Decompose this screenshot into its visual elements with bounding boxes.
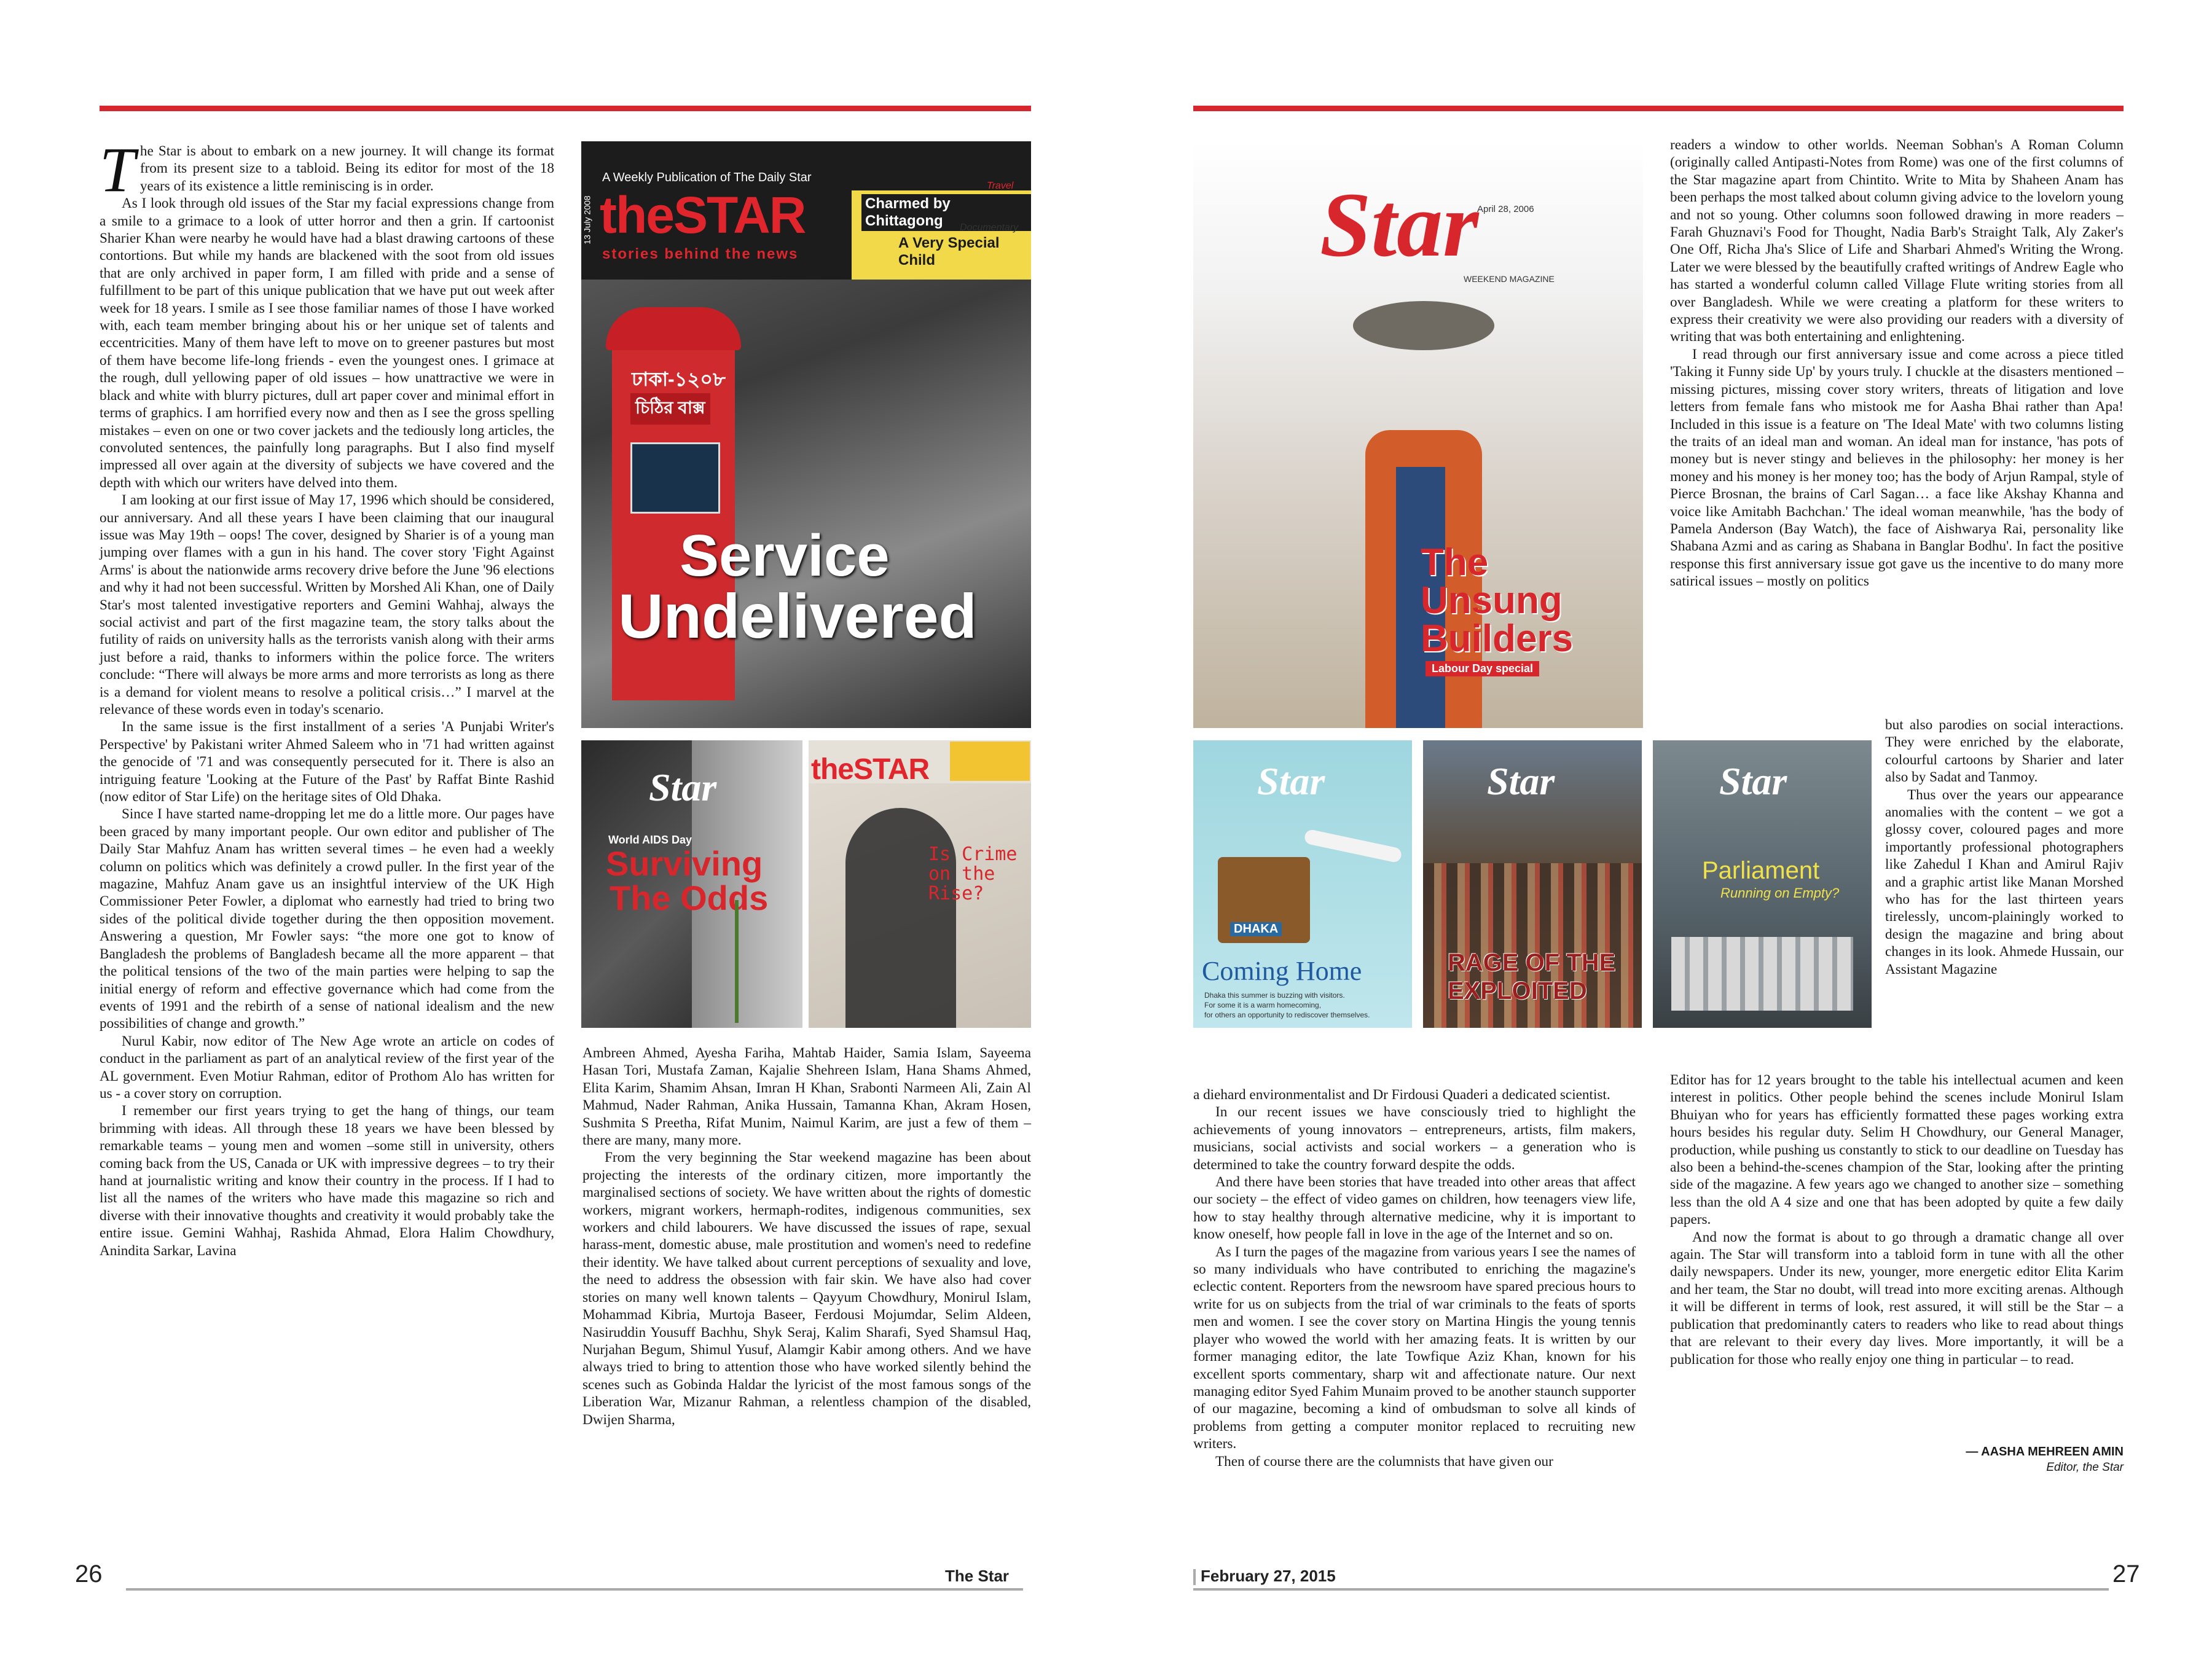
issue-date: February 27, 2015	[1201, 1567, 1336, 1585]
cover-masthead: theSTAR	[811, 753, 930, 786]
top-rule-right	[1193, 106, 2124, 111]
cover-sub: WEEKEND MAGAZINE	[1464, 274, 1555, 284]
post-box-label-2: চিঠির বাক্স	[630, 393, 710, 425]
page-number-right: 27	[2112, 1560, 2140, 1588]
paragraph: Thus over the years our appearance anomalies with the content – we got a glossy cover, coloured pages and more importantly professional photographers like Zahedul I Khan and Amirul Rajiv and a graphic artist like Manan Morshed who has for the last thirteen years tirelessly, uncom-plainingly worked to design the magazine and bring about changes in its look. Ahmede Hussain, our Assistant Magazine	[1885, 786, 2124, 977]
gun-shadow-illustration	[845, 808, 956, 1028]
paragraph: a diehard environmentalist and Dr Firdousi Quaderi a dedicated scientist.	[1193, 1087, 1610, 1103]
author-title: Editor, the Star	[2046, 1461, 2124, 1474]
paragraph: And now the format is about to go through a dramatic change all over again. The Star will transform into a tabloid form in tune with all the other daily newspapers. Under its new, younger, more energetic editor Elita Karim and her team, the Star no doubt, will tread into more exciting arenas. Although it will be different in terms of look, rest assured, it will still be the Star – a publication that predominantly caters to readers who like to read about things that are relevant to their every day lives. More importantly, it will be a publication for those who really enjoy one thing in particular – to read.	[1670, 1229, 2124, 1368]
paragraph: As I look through old issues of the Star my facial expressions change from a smile to a grimace to a look of utter horror and then a grin. If cartoonist Sharier Khan were nearby he would have had a blast drawing cartoons of these contortions. But while my hands are blackened with the soot from old issues that are only archived in paper form, I am filled with pride and a sense of fulfillment to be part of this unique publication that we have put out week after week for 18 years. I smile as I see those familiar names of those I have worked with, each team member bringing about his or her unique set of talents and eccentricities. Many of them have left to move on to greener pastures but most of them have become life-long friends - even the youngest ones. I grimace at the rough, dull yellowing paper of old issues – how unattractive we were in black and white with blurry pictures, dull art paper cover and minimal effort in terms of graphics. I am horrified every now and then as I see the gross spelling mistakes – even on one or two cover jackets and the tediously long articles, the convoluted sentences, the painfully long paragraphs. But I also find myself impressed all over again at the diversity of subjects we have covered and the depth with which our writers have delved into them.	[100, 195, 554, 491]
paragraph: In our recent issues we have consciously tried to highlight the achievements of young innovators – entrepreneurs, artists, film makers, musicians, social activists and social workers – a generation who is determined to take the country forward despite the odds.	[1193, 1104, 1636, 1173]
cover-parliament	[1653, 740, 1872, 1028]
cover-tagline: stories behind the news	[602, 246, 799, 262]
cover-deck: Running on Empty?	[1720, 885, 1840, 901]
paragraph: And there have been stories that have treaded into other areas that affect our society – the effect of video games on children, how teenagers view life, how to stay healthy through alternative medicine, why it is important to know oneself, how people fall in love in the age of the Internet and so on.	[1193, 1174, 1636, 1243]
paragraph: but also parodies on social interactions. They were enriched by the elaborate, colourful cartoons by Sharier and later also by Sadat and Tanmoy.	[1885, 717, 2124, 786]
cover-headline-2: Undelivered	[618, 581, 977, 651]
right-column-1	[1193, 1086, 1636, 1470]
cover-is-crime-on-the-rise	[809, 740, 1031, 1028]
cover-masthead: theSTAR	[600, 186, 806, 244]
footer-rule-left	[126, 1588, 1023, 1591]
footer-rule-right	[1193, 1588, 2109, 1591]
cover-side-kicker-1: Travel	[987, 181, 1014, 191]
paragraph: I remember our first years trying to get the hang of things, our team brimming with ideas. All through these 18 years we have been blessed by remarkable teams – young men and women –some still in university, others coming back from the US, Canada or UK with impressive degrees – to try their hand at journalistic writing and know their country in the process. If I had to list all the names of the writers who have made this magazine so rich and diverse with their innovative thoughts and creativity it would probably take the entire issue. Gemini Wahhaj, Rashida Ahmad, Elora Halim Chowdhury, Anindita Sarkar, Lavina	[100, 1103, 554, 1259]
luggage-tag: DHAKA	[1230, 922, 1282, 936]
cover-headline: Is Crime on the Rise?	[928, 844, 1018, 904]
right-column-2-narrow	[1885, 716, 2124, 978]
cover-headline-2: The Odds	[610, 879, 769, 917]
cover-masthead: Star	[1487, 759, 1555, 803]
paragraph: I am looking at our first issue of May 17, 1996 which should be considered, our anniversary. And all these years I have been claiming that our inaugural issue was May 19th – oops! The cover, designed by Sharier is of a young man jumping over flames with a gun in his hand. The cover story 'Fight Against Arms' is about the nationwide arms recovery drive before the June '96 elections and why it had not been successful. Written by Morshed Ali Khan, one of Daily Star's most talented investigative reporters and Gemini Wahhaj, always the social activist and part of the first magazine team, the story talks about the futility of raids on university halls as the terrorists vanish along with their arms just before a raid, thanks to informers within the police force. The writers conclude: “There will always be more arms and more terrorists as long as there is a demand for violent means to resolve a political crisis…” I marvel at the relevance of these words even in today's scenario.	[100, 492, 554, 718]
left-column-1	[100, 135, 554, 1259]
airplane-illustration	[1303, 829, 1402, 864]
cover-headline-1: RAGE OF THE	[1448, 949, 1616, 976]
left-column-2	[582, 1044, 1031, 1428]
author-signature: — AASHA MEHREEN AMIN	[1966, 1445, 2124, 1459]
cover-side-1: Charmed by Chittagong	[861, 194, 1031, 231]
top-rule-left	[100, 106, 1031, 111]
cover-kicker: World AIDS Day	[608, 834, 692, 846]
cover-rage-of-the-exploited	[1423, 740, 1642, 1028]
cover-deck-3: for others an opportunity to rediscover themselves.	[1204, 1011, 1370, 1019]
cover-headline: Parliament	[1702, 857, 1820, 884]
paragraph: Editor has for 12 years brought to the table his intellectual acumen and keen interest in politics. Other people behind the scenes include Monirul Islam Bhuiyan who for years has efficiently formatted these pages working extra hours besides his regular duty. Selim H Chowdhury, our General Manager, production, while pushing us constantly to stick to our deadline on Tuesday has also been a behind-the-scenes champion of the Star, looking after the printing side of the magazine. A few years ago we changed to another size – something less than the old A 4 size and one that has been adopted by quite a few daily papers.	[1670, 1072, 2124, 1228]
cover-unsung-builders	[1193, 141, 1643, 728]
paragraph: Ambreen Ahmed, Ayesha Fariha, Mahtab Haider, Samia Islam, Sayeema Hasan Tori, Mustafa Zaman, Kajalie Shehreen Islam, Hana Shams Ahmed, Elita Karim, Shamim Ahsan, Imran H Khan, Srabonti Narmeen Ali, Zain Al Mahmud, Nader Rahman, Anika Hussain, Tamanna Khan, Akram Hosen, Sushmita S Preetha, Rifat Munim, Naimul Karim, are just a few of them – there are many, many more.	[582, 1045, 1031, 1149]
cover-deck-2: For some it is a warm homecoming,	[1204, 1001, 1322, 1009]
cover-headline-2: Unsung	[1421, 579, 1563, 622]
paragraph: readers a window to other worlds. Neeman Sobhan's A Roman Column (originally called Antipasti-Notes from Rome) was one of the first columns of the Star magazine apart from Chintito. Write to Mita by Shaheen Anam has been perhaps the most talked about column giving advice to the lovelorn young and not so young. Other columns soon followed drawing in more readers – Farah Ghuznavi's Food for Thought, Nadia Barb's Straight Talk, Aly Zaker's One Off, Richa Jha's Slice of Life and Sharbari Ahmed's Writing the Wrong. Later we were blessed by the beautifully crafted writings of Andrew Eagle who has started a wonderful column called Village Flute writing stories from all over Bangladesh. While we were creating a platform for these writers to express their creativity we were also providing our readers with a diversity of writing that was both entertaining and enlightening.	[1670, 137, 2124, 345]
cover-headline-1: Service	[680, 523, 890, 589]
cover-side-kicker-2: Documentary	[960, 222, 1019, 233]
right-column-2-bottom	[1670, 1071, 2124, 1368]
cover-kicker: Labour Day special	[1426, 661, 1539, 676]
cover-date: 13 July 2008	[582, 195, 592, 245]
cover-service-undelivered	[581, 141, 1031, 728]
paragraph: Since I have started name-dropping let me do a little more. Our pages have been graced by many important people. Our own editor and publisher of The Daily Star Mahfuz Anam has written several times – he even had a weekly column on politics which was definitely a crowd puller. In the first year of the magazine, Mahfuz Anam gave us an insightful interview of the UK High Commissioner Peter Fowler, a diplomat who earnestly had tried to bring two sides of the political divide together during the then opposition movement. Answering a question, Mr Fowler says: “the more one got to know of Bangladesh the problems of Bangladesh became all the more apparent – that the political tensions of the two of the main parties were helping to sap the initial energy of reform and effective governance which had come from the events of 1991 and the rebirth of a sense of national idealism and the new possibilities of change and growth.”	[100, 806, 554, 1032]
paragraph: From the very beginning the Star weekend magazine has been about projecting the interests of the ordinary citizen, more importantly the marginalised sections of society. We have written about the rights of domestic workers, migrant workers, hermaph-rodites, indigenous communities, sex workers and child labourers. We have discussed the issues of rape, sexual harass-ment, domestic abuse, male prostitution and women's need to redefine their identity. We have talked about current perceptions of sexuality and love, the need to address the obsession with fair skin. We have also had cover stories on many well known talents – Qayyum Chowdhury, Monirul Islam, Mohammad Kibria, Murtoja Baseer, Ferdousi Mojumdar, Selim Aldeen, Nasiruddin Yousuff Bachhu, Shyk Seraj, Kalim Sharafi, Syed Shamsul Haq, Nurjahan Begum, Shimul Yusuf, Alamgir Kabir among others. And we have always tried to bring to attention those who have worked silently behind the scenes such as Gobinda Haldar the lyricist of the most famous songs of the Liberation War, Mizanur Rahman, a relentless champion of the disabled, Dwijen Sharma,	[582, 1149, 1031, 1428]
cover-headline-2: EXPLOITED	[1448, 977, 1587, 1004]
paragraph: Then of course there are the columnists that have given our	[1215, 1453, 1553, 1470]
cover-headline-1: The	[1421, 541, 1489, 584]
running-footer-left: The Star	[945, 1567, 1010, 1585]
paragraph: As I turn the pages of the magazine from various years I see the names of so many individuals who have contributed to enriching the magazine's eclectic content. Reporters from the newsroom have spared precious hours to write for us on subjects from the trial of war criminals to the feats of sports men and women. I see the cover story on Martina Hingis the young tennis player who wowed the world with her amazing feats. It is written by our former managing editor, the late Towfique Aziz Khan, known for his excellent sports commentary, sharp wit and affectionate nature. Our next managing editor Syed Fahim Munaim proved to be another staunch supporter of our magazine, becoming a kind of ombudsman to solve all kinds of problems from getting a computer monitor replaced to recruiting new writers.	[1193, 1243, 1636, 1452]
intro-paragraph: The Star is about to embark on a new journey. It will change its format from its present size to a tabloid. Being its editor for most of the 18 years of its existence a little reminiscing is in order.	[100, 135, 554, 205]
cover-masthead: Star	[1257, 759, 1325, 803]
page-number-left: 26	[75, 1560, 103, 1588]
paragraph: In the same issue is the first installment of a series 'A Punjabi Writer's Perspective' by Pakistani writer Ahmed Saleem who in '71 had written against the genocide of '71 and was consequently persecuted for it. There is also an intriguing feature 'Looking at the Future of the Past' by Raffat Binte Rashid (now editor of Star Life) on the heritage sites of Old Dhaka.	[100, 719, 554, 805]
cover-surviving-the-odds	[581, 740, 802, 1028]
cover-masthead-small: A Weekly Publication of The Daily Star	[602, 171, 812, 184]
cover-masthead: Star	[649, 766, 717, 809]
cover-headline: Coming Home	[1202, 956, 1362, 986]
plant-illustration	[735, 900, 775, 1023]
right-column-2-top	[1670, 136, 2124, 590]
drop-cap: T	[100, 135, 135, 205]
cover-masthead: Star	[1719, 759, 1787, 803]
cover-headline-3: Builders	[1421, 617, 1574, 660]
cover-date: April 28, 2006	[1477, 204, 1534, 214]
cover-side-2: A Very Special Child	[898, 235, 1000, 268]
cover-masthead: Star	[1320, 174, 1479, 276]
paragraph: Nurul Kabir, now editor of The New Age wrote an article on codes of conduct in the parliament as part of an analytical review of the first year of the AL government. Even Motiur Rahman, editor of Prothom Alo has written for us - a cover story on corruption.	[100, 1033, 554, 1102]
paragraph: I read through our first anniversary issue and come across a piece titled 'Taking it Funny side Up' by yours truly. I chuckle at the disasters mentioned – missing pictures, missing cover story writers, threats of litigation and love letters from female fans who mistook me for Aasha Bhai rather than Apa! Included in this issue is a feature on 'The Ideal Mate' with two columns listing the traits of an ideal man and woman. An ideal man for instance, 'has pots of money but is never stingy and believes in the philosophy: her money is her money and his money is her money too; has the body of Arjun Rampal, style of Pierce Brosnan, the brains of Carl Sagan… a face like Akshay Khanna and voice like Amitabh Bachchan.' The ideal woman meanwhile, 'has the body of Pamela Anderson (Bay Watch), the face of Aishwarya Rai, personality like Shabana Azmi and as caring as Shabana in Banglar Bodhu'. In fact the positive response this first anniversary issue got gave us the incentive to do many more satirical issues – mostly on politics	[1670, 346, 2124, 590]
running-footer-right	[1193, 1567, 1336, 1586]
cover-deck-1: Dhaka this summer is buzzing with visitors.	[1204, 991, 1345, 1000]
post-box-label-1: ঢাকা-১২০৮	[632, 368, 726, 390]
parliament-building-illustration	[1671, 937, 1853, 1011]
cover-coming-home	[1193, 740, 1412, 1028]
cover-headline-1: Surviving	[606, 844, 763, 883]
